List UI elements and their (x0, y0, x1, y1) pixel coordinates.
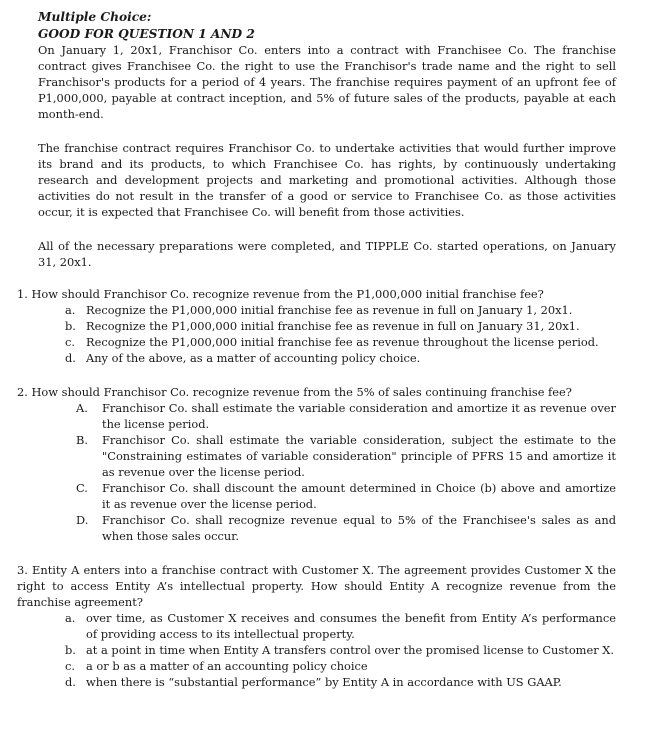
choice-list (17, 400, 616, 544)
choice-text: Recognize the P1,000,000 initial franchise fee as revenue throughout the license period. (86, 335, 599, 349)
choice-list (17, 610, 616, 690)
choice-text: Any of the above, as a matter of accounting policy choice. (86, 351, 421, 365)
choice-item (17, 432, 616, 480)
choice-item (17, 334, 616, 350)
choice-text: Franchisor Co. shall recognize revenue equal to 5% of the Franchisee's sales as and when those sales occur. (102, 513, 616, 543)
choice-text: at a point in time when Entity A transfers control over the promised license to Customer X. (86, 643, 615, 657)
question-text: 2. How should Franchisor Co. recognize revenue from the 5% of sales continuing franchise fee? (17, 385, 572, 399)
choice-list (17, 302, 616, 366)
choice-item (17, 642, 616, 658)
intro-paragraph: All of the necessary preparations were completed, and TIPPLE Co. started operations, on January 31, 20x1. (38, 239, 616, 269)
choice-text: Franchisor Co. shall discount the amount determined in Choice (b) above and amortize it as revenue over the license period. (102, 481, 616, 511)
section-type-heading: Multiple Choice: (38, 10, 152, 24)
choice-label: b. (65, 319, 76, 333)
question-2 (17, 384, 616, 544)
choice-label: b. (65, 643, 76, 657)
choice-item (17, 302, 616, 318)
question-1 (17, 286, 616, 366)
choice-item (17, 350, 616, 366)
choice-text: Franchisor Co. shall estimate the variable consideration, subject the estimate to the "Constraining estimates of variable consideration" principle of PFRS 15 and amortize it as revenue over the license period. (102, 433, 616, 479)
question-text: 3. Entity A enters into a franchise contract with Customer X. The agreement provides Customer X the right to access Entity A’s intellectual property. How should Entity A recognize revenue from the franchise agreement? (17, 563, 616, 609)
intro-paragraph: On January 1, 20x1, Franchisor Co. enters into a contract with Franchisee Co. The franchise contract gives Franchisee Co. the right to use the Franchisor's trade name and the right to sell Franchisor's products for a period of 4 years. The franchise requires payment of an upfront fee of P1,000,000, payable at contract inception, and 5% of future sales of the products, payable at each month-end. (38, 43, 616, 121)
choice-label: C. (76, 481, 88, 495)
choice-text: over time, as Customer X receives and consumes the benefit from Entity A’s performance of providing access to its intellectual property. (86, 611, 616, 641)
choice-label: d. (65, 675, 76, 689)
choice-text: Franchisor Co. shall estimate the variable consideration and amortize it as revenue over the license period. (102, 401, 616, 431)
question-text: 1. How should Franchisor Co. recognize revenue from the P1,000,000 initial franchise fee? (17, 287, 544, 301)
choice-item (17, 610, 616, 642)
choice-text: Recognize the P1,000,000 initial franchise fee as revenue in full on January 1, 20x1. (86, 303, 573, 317)
choice-label: B. (76, 433, 88, 447)
choice-label: D. (76, 513, 89, 527)
choice-label: a. (65, 611, 76, 625)
choice-text: Recognize the P1,000,000 initial franchise fee as revenue in full on January 31, 20x1. (86, 319, 580, 333)
choice-item (17, 318, 616, 334)
choice-item (17, 480, 616, 512)
choice-text: a or b as a matter of an accounting policy choice (86, 659, 368, 673)
choice-label: a. (65, 303, 76, 317)
question-scope-heading: GOOD FOR QUESTION 1 AND 2 (38, 27, 255, 41)
choice-label: c. (65, 335, 76, 349)
question-3 (17, 562, 616, 690)
choice-item (17, 512, 616, 544)
choice-label: A. (76, 401, 88, 415)
choice-label: c. (65, 659, 76, 673)
intro-paragraph: The franchise contract requires Franchisor Co. to undertake activities that would further improve its brand and its products, to which Franchisee Co. has rights, by continuously undertaking research and development projects and marketing and promotional activities. Although those activities do not result in the transfer of a good or service to Franchisee Co. as those activities occur, it is expected that Franchisee Co. will benefit from those activities. (38, 141, 616, 219)
choice-item (17, 400, 616, 432)
choice-label: d. (65, 351, 76, 365)
choice-text: when there is “substantial performance” by Entity A in accordance with US GAAP. (86, 675, 562, 689)
choice-item (17, 658, 616, 674)
choice-item (17, 674, 616, 690)
